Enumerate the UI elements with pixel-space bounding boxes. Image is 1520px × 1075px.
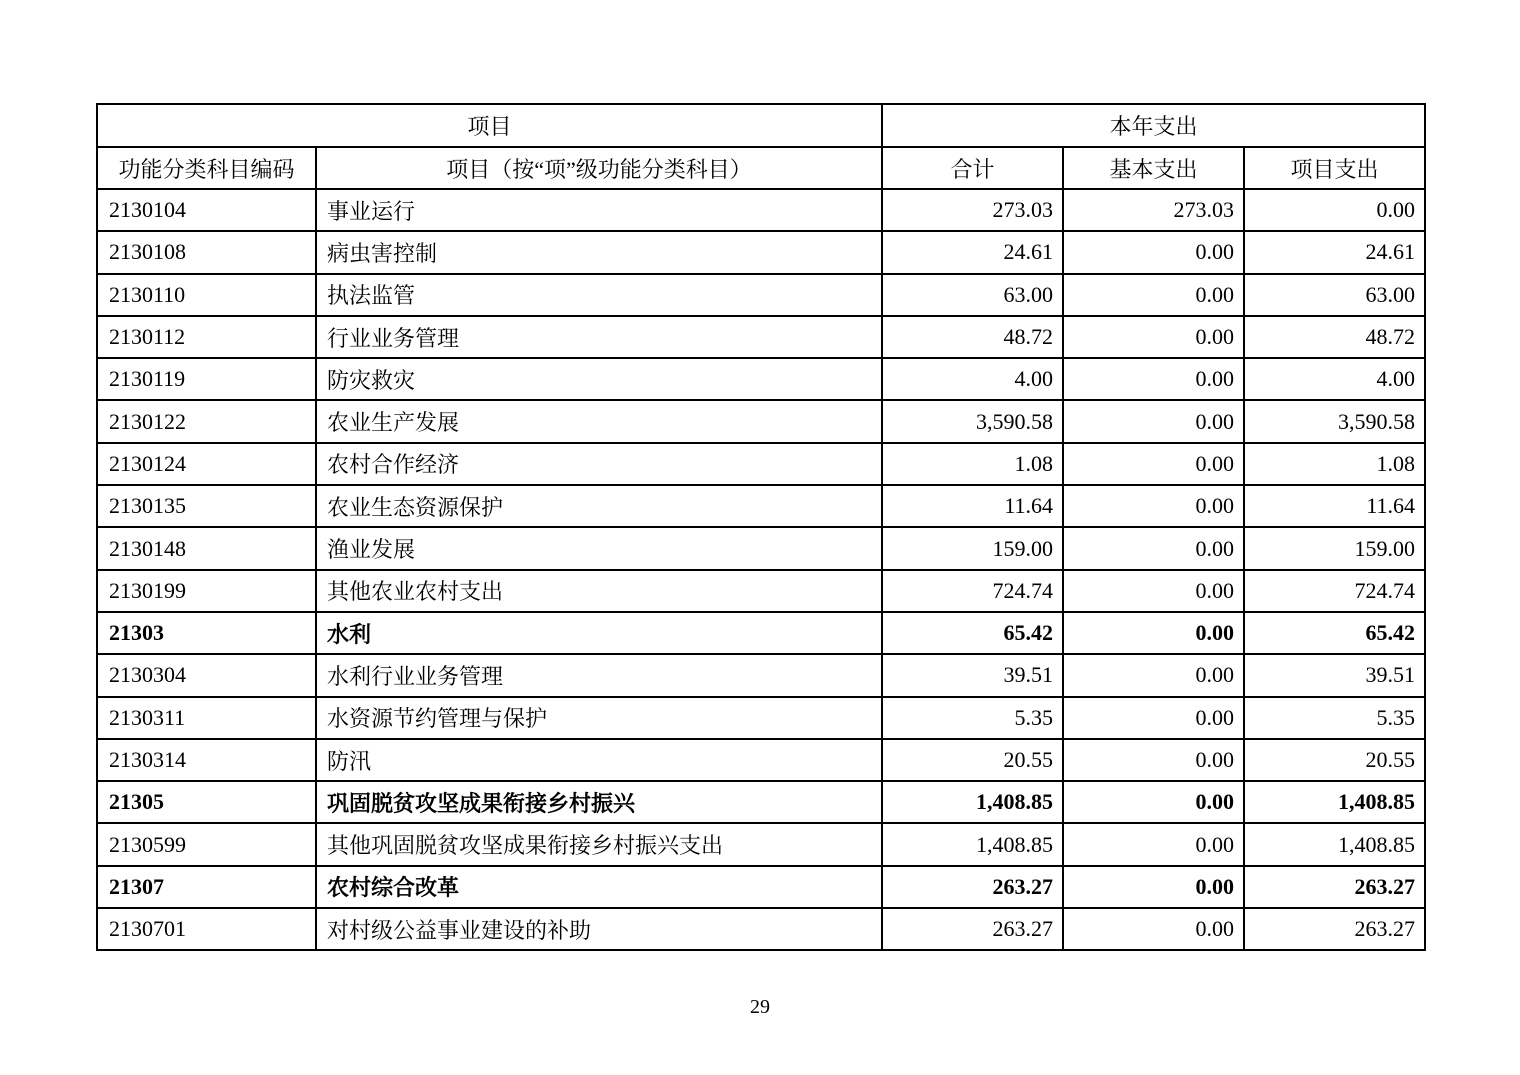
row-total-cell: 4.00 (882, 358, 1063, 400)
row-total-cell: 20.55 (882, 739, 1063, 781)
row-item-cell: 农业生产发展 (316, 400, 882, 442)
row-project-cell: 48.72 (1244, 316, 1425, 358)
row-project-cell: 1,408.85 (1244, 781, 1425, 823)
table-row (97, 316, 1425, 358)
row-project-cell: 1,408.85 (1244, 823, 1425, 865)
row-basic-cell: 273.03 (1063, 189, 1244, 231)
row-basic-cell: 0.00 (1063, 570, 1244, 612)
budget-table (96, 103, 1426, 951)
row-basic-cell: 0.00 (1063, 274, 1244, 316)
row-project-cell: 0.00 (1244, 189, 1425, 231)
row-code-cell: 21303 (97, 612, 316, 654)
row-code-cell: 2130314 (97, 739, 316, 781)
row-code-cell: 21305 (97, 781, 316, 823)
row-project-cell: 39.51 (1244, 654, 1425, 696)
row-total-cell: 39.51 (882, 654, 1063, 696)
row-basic-cell: 0.00 (1063, 781, 1244, 823)
row-total-cell: 11.64 (882, 485, 1063, 527)
row-code-cell: 2130701 (97, 908, 316, 950)
row-project-cell: 5.35 (1244, 697, 1425, 739)
row-basic-cell: 0.00 (1063, 739, 1244, 781)
row-total-cell: 263.27 (882, 908, 1063, 950)
row-item-cell: 事业运行 (316, 189, 882, 231)
table-row (97, 866, 1425, 908)
row-total-cell: 159.00 (882, 527, 1063, 569)
table-row (97, 823, 1425, 865)
row-total-cell: 5.35 (882, 697, 1063, 739)
row-total-cell: 1.08 (882, 443, 1063, 485)
row-code-cell: 21307 (97, 866, 316, 908)
row-basic-cell: 0.00 (1063, 358, 1244, 400)
table-row (97, 400, 1425, 442)
row-project-cell: 1.08 (1244, 443, 1425, 485)
row-item-cell: 巩固脱贫攻坚成果衔接乡村振兴 (316, 781, 882, 823)
row-item-cell: 水利 (316, 612, 882, 654)
header-col-code: 功能分类科目编码 (97, 147, 316, 189)
table-row (97, 654, 1425, 696)
row-basic-cell: 0.00 (1063, 654, 1244, 696)
row-code-cell: 2130119 (97, 358, 316, 400)
row-total-cell: 65.42 (882, 612, 1063, 654)
row-project-cell: 3,590.58 (1244, 400, 1425, 442)
header-columns-row (97, 147, 1425, 189)
row-code-cell: 2130124 (97, 443, 316, 485)
row-total-cell: 1,408.85 (882, 781, 1063, 823)
row-project-cell: 263.27 (1244, 866, 1425, 908)
row-code-cell: 2130104 (97, 189, 316, 231)
row-item-cell: 水资源节约管理与保护 (316, 697, 882, 739)
table-row (97, 274, 1425, 316)
row-code-cell: 2130110 (97, 274, 316, 316)
row-basic-cell: 0.00 (1063, 527, 1244, 569)
table-row (97, 612, 1425, 654)
page-number: 29 (750, 996, 770, 1018)
row-project-cell: 24.61 (1244, 231, 1425, 273)
row-basic-cell: 0.00 (1063, 697, 1244, 739)
row-item-cell: 行业业务管理 (316, 316, 882, 358)
row-item-cell: 水利行业业务管理 (316, 654, 882, 696)
row-basic-cell: 0.00 (1063, 612, 1244, 654)
table-row (97, 231, 1425, 273)
row-item-cell: 渔业发展 (316, 527, 882, 569)
table-row (97, 527, 1425, 569)
header-group-project: 项目 (97, 104, 882, 147)
row-basic-cell: 0.00 (1063, 316, 1244, 358)
row-code-cell: 2130112 (97, 316, 316, 358)
row-project-cell: 11.64 (1244, 485, 1425, 527)
row-total-cell: 63.00 (882, 274, 1063, 316)
row-code-cell: 2130311 (97, 697, 316, 739)
row-basic-cell: 0.00 (1063, 443, 1244, 485)
row-basic-cell: 0.00 (1063, 400, 1244, 442)
header-col-total: 合计 (882, 147, 1063, 189)
header-col-item: 项目（按“项”级功能分类科目） (316, 147, 882, 189)
table-row (97, 485, 1425, 527)
row-project-cell: 159.00 (1244, 527, 1425, 569)
row-code-cell: 2130148 (97, 527, 316, 569)
row-item-cell: 防汛 (316, 739, 882, 781)
row-code-cell: 2130122 (97, 400, 316, 442)
table-row (97, 443, 1425, 485)
row-item-cell: 病虫害控制 (316, 231, 882, 273)
row-total-cell: 1,408.85 (882, 823, 1063, 865)
table-row (97, 697, 1425, 739)
row-basic-cell: 0.00 (1063, 866, 1244, 908)
row-project-cell: 724.74 (1244, 570, 1425, 612)
row-total-cell: 263.27 (882, 866, 1063, 908)
row-total-cell: 273.03 (882, 189, 1063, 231)
row-code-cell: 2130199 (97, 570, 316, 612)
table-row (97, 189, 1425, 231)
row-basic-cell: 0.00 (1063, 485, 1244, 527)
row-item-cell: 防灾救灾 (316, 358, 882, 400)
row-project-cell: 4.00 (1244, 358, 1425, 400)
row-item-cell: 其他巩固脱贫攻坚成果衔接乡村振兴支出 (316, 823, 882, 865)
row-item-cell: 农业生态资源保护 (316, 485, 882, 527)
table-row (97, 781, 1425, 823)
row-project-cell: 65.42 (1244, 612, 1425, 654)
row-code-cell: 2130108 (97, 231, 316, 273)
table-row (97, 908, 1425, 950)
header-group-row (97, 104, 1425, 147)
row-basic-cell: 0.00 (1063, 908, 1244, 950)
row-item-cell: 农村合作经济 (316, 443, 882, 485)
row-code-cell: 2130599 (97, 823, 316, 865)
header-col-project: 项目支出 (1244, 147, 1425, 189)
row-item-cell: 其他农业农村支出 (316, 570, 882, 612)
header-col-basic: 基本支出 (1063, 147, 1244, 189)
row-total-cell: 3,590.58 (882, 400, 1063, 442)
row-item-cell: 执法监管 (316, 274, 882, 316)
row-code-cell: 2130135 (97, 485, 316, 527)
row-project-cell: 63.00 (1244, 274, 1425, 316)
row-total-cell: 24.61 (882, 231, 1063, 273)
table-row (97, 358, 1425, 400)
row-item-cell: 对村级公益事业建设的补助 (316, 908, 882, 950)
row-basic-cell: 0.00 (1063, 231, 1244, 273)
table-row (97, 739, 1425, 781)
row-basic-cell: 0.00 (1063, 823, 1244, 865)
row-total-cell: 48.72 (882, 316, 1063, 358)
row-project-cell: 20.55 (1244, 739, 1425, 781)
row-code-cell: 2130304 (97, 654, 316, 696)
table-row (97, 570, 1425, 612)
row-project-cell: 263.27 (1244, 908, 1425, 950)
row-total-cell: 724.74 (882, 570, 1063, 612)
header-group-year-expenditure: 本年支出 (882, 104, 1425, 147)
row-item-cell: 农村综合改革 (316, 866, 882, 908)
